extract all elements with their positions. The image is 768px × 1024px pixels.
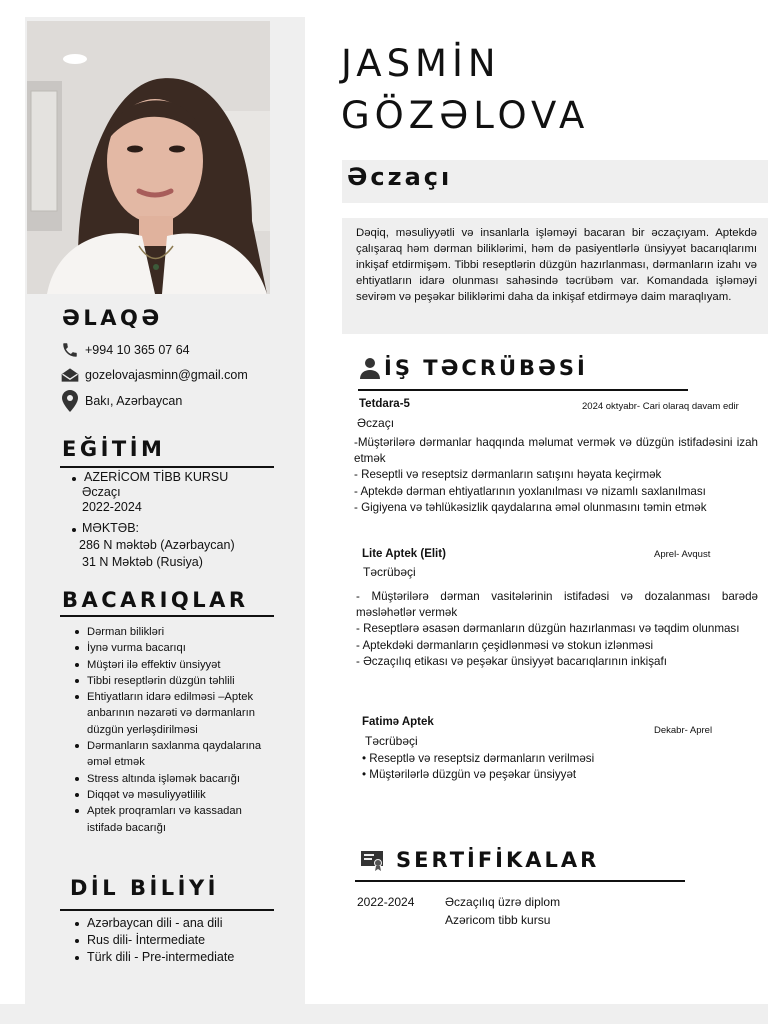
certificates-heading <box>360 848 599 872</box>
skills-heading: BACARIQLAR <box>62 588 249 612</box>
job3-description <box>362 751 662 783</box>
profile-summary <box>342 218 768 334</box>
job1-description <box>354 435 758 516</box>
school1-degree: Əczaçı <box>82 485 121 499</box>
phone-icon <box>60 340 80 360</box>
education-heading: EĞİTİM <box>62 437 166 461</box>
location-pin-icon <box>60 391 80 411</box>
bullet <box>72 477 76 481</box>
phone-text: +994 10 365 07 64 <box>85 343 190 357</box>
last-name: GÖZƏLOVA <box>341 94 590 137</box>
job3-company: Fatimə Aptek <box>362 716 434 728</box>
job3-role: Təcrübəçi <box>365 734 418 748</box>
location-text: Bakı, Azərbaycan <box>85 394 183 408</box>
education-divider <box>60 466 274 468</box>
list-item: - Aptekdə dərman ehtiyatlarının yoxlanılması və nizamlı saxlanılması <box>354 484 706 498</box>
list-item: Dərmanların saxlanma qaydalarına əməl etmək <box>74 738 274 771</box>
job1-role: Əczaçı <box>357 416 395 430</box>
summary-text: Dəqiq, məsuliyyətli və insanlarla işləməyi bacaran bir əczaçıyam. Aptekdə çalışaraq həm dərman biliklərimi, həm də pasiyentlərlə ünsiyyət bacarıqlarımı inkişaf etdirmişəm. Tibbi reseptlərin düzgün hazırlanması, dərmanların izahı və ehtiyatların idarə olunması sahəsində təcrübəm var. Komandada işləməyi sevirəm və peşəkar biliklərimi daha da inkişaf etdirməyə daim maraqlıyam. <box>356 227 757 303</box>
email-text: gozelovajasminn@gmail.com <box>85 368 248 382</box>
languages-divider <box>60 909 274 911</box>
job2-description <box>356 589 758 670</box>
list-item: Stress altında işləmək bacarığı <box>74 771 274 787</box>
certificates-heading-text: SERTİFİKALAR <box>396 848 600 872</box>
school1-name: AZERİCOM TİBB KURSU <box>84 470 229 484</box>
school1-years: 2022-2024 <box>82 500 142 514</box>
certificate-issuer: Azəricom tibb kursu <box>445 913 551 927</box>
list-item: • Müştərilərlə düzgün və peşəkar ünsiyyət <box>362 768 577 782</box>
contact-phone[interactable] <box>60 340 190 360</box>
certificate-years: 2022-2024 <box>357 895 415 909</box>
list-item: - Reseptlərə əsasən dərmanların düzgün hazırlanması və təqdim olunması <box>356 622 740 636</box>
list-item: Müştəri ilə effektiv ünsiyyət <box>74 657 274 673</box>
job3-dates: Dekabr- Aprel <box>654 725 713 736</box>
full-name <box>341 42 589 138</box>
profile-photo <box>27 21 270 294</box>
list-item: Dərman bilikləri <box>74 624 274 640</box>
school2-name: MƏKTƏB: <box>82 521 140 535</box>
languages-heading: DİL BİLİYİ <box>70 876 219 900</box>
school2-line1: 286 N məktəb (Azərbaycan) <box>79 538 235 552</box>
list-item: Aptek proqramları və kassadan istifadə bacarığı <box>74 803 274 836</box>
list-item: Türk dili - Pre-intermediate <box>74 949 274 966</box>
certificate-title: Əczaçılıq üzrə diplom <box>445 895 561 909</box>
job2-dates: Aprel- Avqust <box>654 549 711 560</box>
contact-email[interactable] <box>60 365 248 385</box>
certificate-icon <box>360 849 384 871</box>
list-item: • Reseptlə və reseptsiz dərmanların verilməsi <box>362 752 595 765</box>
experience-heading <box>358 356 588 380</box>
skills-list <box>74 624 274 836</box>
list-item: İynə vurma bacarıqı <box>74 640 274 656</box>
job-title-band <box>342 160 768 203</box>
list-item: - Müştərilərə dərman vasitələrinin istifadəsi və dozalanması barədə məsləhətlər vermək <box>356 590 758 620</box>
job2-role: Təcrübəçi <box>363 565 416 579</box>
school2-line2: 31 N Məktəb (Rusiya) <box>82 555 203 569</box>
experience-heading-text: İŞ TƏCRÜBƏSİ <box>384 356 588 380</box>
job1-company: Tetdara-5 <box>359 398 410 410</box>
person-icon <box>358 356 382 380</box>
list-item: Rus dili- İntermediate <box>74 932 274 949</box>
list-item: - Əczaçılıq etikası və peşəkar ünsiyyət bacarıqlarının inkişafı <box>356 654 667 668</box>
bullet <box>72 528 76 532</box>
languages-list <box>74 915 274 966</box>
list-item: -Müştərilərə dərmanlar haqqında məlumat vermək və düzgün istifadəsini izah etmək <box>354 436 758 466</box>
job1-dates: 2024 oktyabr- Cari olaraq davam edir <box>582 401 739 412</box>
list-item: Tibbi reseptlərin düzgün təhlili <box>74 673 274 689</box>
experience-divider <box>358 389 688 391</box>
list-item: - Gigiyena və təhlükəsizlik qaydalarına əməl olunmasını təmin etmək <box>354 500 707 514</box>
contact-location <box>60 391 182 411</box>
list-item: - Aptekdəki dərmanların çeşidlənməsi və stokun izlənməsi <box>356 638 654 652</box>
first-name: JASMİN <box>341 42 501 85</box>
list-item: Diqqət və məsuliyyətlilik <box>74 787 274 803</box>
skills-divider <box>60 615 274 617</box>
list-item: Azərbaycan dili - ana dili <box>74 915 274 932</box>
list-item: Ehtiyatların idarə edilməsi –Aptek anbarının nəzarəti və dərmanların düzgün yerləşdirilməsi <box>74 689 274 738</box>
email-icon <box>60 365 80 385</box>
contact-heading: ƏLAQƏ <box>62 306 163 330</box>
list-item: - Reseptli və reseptsiz dərmanların satışını həyata keçirmək <box>354 468 662 482</box>
certificates-divider <box>355 880 685 882</box>
job2-company: Lite Aptek (Elit) <box>362 548 446 560</box>
job-title: Əczaçı <box>347 163 453 191</box>
